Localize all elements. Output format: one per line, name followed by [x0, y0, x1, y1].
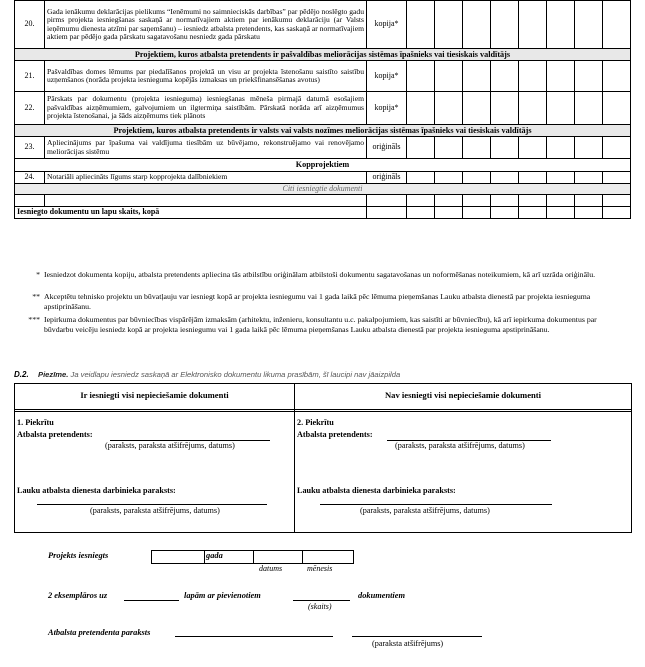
month-cell[interactable]	[302, 550, 354, 564]
table-row	[15, 207, 631, 219]
row-description: Gada ienākumu deklarācijas pielikums “Ienēmumi no saimnieciskās darbības” par pēdējo noslēgto gadu pirms projekta iesniegšanas saskaņā ar normatīvajiem aktiem par ienākumu deklarāciju (ar Valsts ieņēmumu dienesta atzīmi par saņemšanu) – iesniedz atbalsta pretendents, kas saskaņā ar normatīvajiem aktiem par pēdējo gada pārskatu sagatavošanu nesniedz gada pārskatu	[45, 1, 367, 49]
documents-count-line[interactable]	[293, 600, 350, 601]
footnote-mark: ***	[28, 315, 40, 324]
check-cell[interactable]	[491, 195, 519, 207]
check-cell[interactable]	[575, 1, 603, 49]
row-description: Pašvaldības domes lēmums par piedalīšanos projektā un visu ar projekta īstenošanu saistīto saistību uzņemšanos (norāda projekta iesnieguma kopējās izmaksas un priekšfinansēšanas avotus)	[45, 61, 367, 92]
check-cell[interactable]	[435, 92, 463, 125]
year-cell[interactable]	[151, 550, 205, 564]
blank-cell[interactable]	[367, 195, 407, 207]
row-number: 21.	[15, 61, 45, 92]
copies-label: 2 eksemplāros uz	[48, 591, 108, 600]
table-row	[15, 159, 631, 171]
right-official-label: Lauku atbalsta dienesta darbinieka paraksts:	[297, 486, 456, 495]
pages-count-line[interactable]	[124, 600, 179, 601]
table-row	[15, 61, 631, 92]
check-cell[interactable]	[519, 92, 547, 125]
gada-label: gada	[206, 551, 223, 560]
signature-decode-line[interactable]	[352, 636, 482, 637]
d2-note: Piezīme. Ja veidlapu iesniedz saskaņā ar Elektronisko dokumentu likuma prasībām, šī laucipi nav jāaizpilda	[38, 370, 401, 379]
footnote	[36, 270, 620, 280]
check-cell[interactable]	[435, 1, 463, 49]
check-cell[interactable]	[575, 195, 603, 207]
row-description: Apliecinājums par īpašuma vai valdījuma tiesībām uz būvējamo, rekonstruējamo vai renovējamo meliorācijas sistēmu	[45, 137, 367, 159]
check-cell[interactable]	[547, 61, 575, 92]
check-cell[interactable]	[603, 1, 631, 49]
footnote-mark: **	[32, 292, 40, 301]
footnote-mark: *	[36, 270, 40, 279]
left-official-label: Lauku atbalsta dienesta darbinieka paraksts:	[17, 486, 176, 495]
check-cell[interactable]	[491, 171, 519, 183]
table-row	[15, 195, 631, 207]
row-document-kind: oriģināls	[367, 137, 407, 159]
check-cell[interactable]	[603, 171, 631, 183]
table-row	[15, 183, 631, 195]
row-description: Notariāli apliecināts līgums starp kopprojekta dalībniekiem	[45, 171, 367, 183]
footnote	[28, 315, 620, 335]
check-cell[interactable]	[547, 92, 575, 125]
table-row	[15, 171, 631, 183]
pages-label: lapām ar pievienotiem	[184, 591, 261, 600]
skaits-label: (skaits)	[308, 602, 332, 611]
check-cell[interactable]	[463, 61, 491, 92]
row-description: Pārskats par dokumentu (projekta iesnieguma) iesniegšanas mēneša pirmajā datumā esošajiem pašvaldības aizņēmumiem, galvojumiem un ilgtermiņa saistībām. Pārskatā norāda arī aizņēmumus projekta īstenošanai, ja šāds aizņēmums tiek plānots	[45, 92, 367, 125]
row-number: 24.	[15, 171, 45, 183]
check-cell[interactable]	[519, 137, 547, 159]
left-applicant-label: Atbalsta pretendents:	[17, 430, 93, 439]
right-sig-hint: (paraksts, paraksta atšifrējums, datums)	[395, 441, 525, 450]
check-cell[interactable]	[519, 61, 547, 92]
total-count-cell[interactable]	[603, 207, 631, 219]
left-official-hint: (paraksts, paraksta atšifrējums, datums)	[90, 506, 220, 515]
table-row	[15, 49, 631, 61]
check-cell[interactable]	[407, 61, 435, 92]
footnote-text: Iepirkuma dokumentus par būvniecības vispārējām izmaksām (arhitektu, inženieru, konsultantu u.c. pakalpojumiem, kas saistīti ar būvniecību), kā arī iepirkuma dokumentus par būvdarbu veicēju iesniedz kopā ar projekta iesniegumu vai 1 gada laikā pēc lēmuma pieņemšanas Lauku atbalsta dienestā par projekta iesnieguma apstiprināšanu.	[44, 315, 597, 334]
total-count-cell[interactable]	[575, 207, 603, 219]
check-cell[interactable]	[603, 61, 631, 92]
check-cell[interactable]	[575, 137, 603, 159]
check-cell[interactable]	[491, 137, 519, 159]
footnote	[32, 292, 620, 312]
footnote-text: Akceptētu tehnisko projektu un būvatļauju var iesniegt kopā ar projekta iesniegumu vai 1 gada laikā pēc lēmuma pieņemšanas Lauku atbalsta dienestā par projekta iesnieguma apstiprināšanu.	[44, 292, 591, 311]
total-count-cell[interactable]	[519, 207, 547, 219]
left-official-line[interactable]	[37, 504, 267, 505]
total-kind-cell	[367, 207, 407, 219]
check-cell[interactable]	[435, 171, 463, 183]
check-cell[interactable]	[463, 1, 491, 49]
day-cell[interactable]	[253, 550, 303, 564]
check-cell[interactable]	[547, 195, 575, 207]
check-cell[interactable]	[603, 195, 631, 207]
section-header: Kopprojektiem	[15, 159, 631, 171]
check-cell[interactable]	[519, 1, 547, 49]
left-title: 1. Piekrītu	[17, 418, 54, 427]
check-cell[interactable]	[463, 92, 491, 125]
row-document-kind: kopija*	[367, 61, 407, 92]
section-d2-label: D.2.	[14, 370, 29, 379]
left-header: Ir iesniegti visi nepieciešamie dokumenti	[80, 390, 229, 400]
check-cell[interactable]	[463, 195, 491, 207]
total-label: Iesniegto dokumentu un lapu skaits, kopā	[15, 207, 367, 219]
footnote-text: Iesniedzot dokumenta kopiju, atbalsta pretendents apliecina tās atbilstību oriģinālam atbilstoši dokumentu sagatavošanas un noformēšanas noteikumiem, kā arī uzrāda oriģinālu.	[44, 270, 596, 279]
row-document-kind: kopija*	[367, 92, 407, 125]
section-header: Projektiem, kuros atbalsta pretendents ir valsts vai valsts nozīmes meliorācijas sistēmas īpašnieks vai tiesiskais valdītājs	[15, 125, 631, 137]
right-header: Nav iesniegti visi nepieciešamie dokumenti	[384, 390, 542, 400]
table-row	[15, 125, 631, 137]
check-cell[interactable]	[407, 171, 435, 183]
menesis-label: mēnesis	[307, 564, 333, 573]
right-official-hint: (paraksts, paraksta atšifrējums, datums)	[360, 506, 490, 515]
total-count-cell[interactable]	[407, 207, 435, 219]
signature-hint: (paraksta atšifrējums)	[372, 639, 444, 648]
left-sig-hint: (paraksts, paraksta atšifrējums, datums)	[105, 441, 235, 450]
check-cell[interactable]	[407, 195, 435, 207]
row-number: 22.	[15, 92, 45, 125]
right-title: 2. Piekrītu	[297, 418, 334, 427]
row-number: 23.	[15, 137, 45, 159]
check-cell[interactable]	[547, 1, 575, 49]
check-cell[interactable]	[603, 92, 631, 125]
row-number: 20.	[15, 1, 45, 49]
check-cell[interactable]	[519, 195, 547, 207]
check-cell[interactable]	[435, 61, 463, 92]
check-cell[interactable]	[491, 61, 519, 92]
check-cell[interactable]	[463, 171, 491, 183]
check-cell[interactable]	[575, 92, 603, 125]
check-cell[interactable]	[519, 171, 547, 183]
check-cell[interactable]	[463, 137, 491, 159]
table-row	[15, 137, 631, 159]
submitted-label: Projekts iesniegts	[48, 551, 109, 560]
other-documents-header: Citi iesniegtie dokumenti	[15, 183, 631, 195]
check-cell[interactable]	[575, 61, 603, 92]
check-cell[interactable]	[435, 137, 463, 159]
total-count-cell[interactable]	[547, 207, 575, 219]
check-cell[interactable]	[603, 137, 631, 159]
datums-label: datums	[259, 564, 283, 573]
total-count-cell[interactable]	[435, 207, 463, 219]
right-applicant-label: Atbalsta pretendents:	[297, 430, 373, 439]
documents-label: dokumentiem	[358, 591, 405, 600]
signature-line[interactable]	[175, 636, 333, 637]
check-cell[interactable]	[575, 171, 603, 183]
table-row	[15, 1, 631, 49]
signature-label: Atbalsta pretendenta paraksts	[48, 628, 151, 637]
approval-box	[14, 383, 632, 533]
row-document-kind: oriģināls	[367, 171, 407, 183]
check-cell[interactable]	[547, 171, 575, 183]
check-cell[interactable]	[491, 1, 519, 49]
total-count-cell[interactable]	[491, 207, 519, 219]
row-document-kind: kopija*	[367, 1, 407, 49]
table-row	[15, 92, 631, 125]
section-header: Projektiem, kuros atbalsta pretendents ir pašvaldības meliorācijas sistēmas īpašnieks vai tiesiskais valdītājs	[15, 49, 631, 61]
check-cell[interactable]	[407, 137, 435, 159]
documents-table	[14, 0, 631, 219]
right-official-line[interactable]	[320, 504, 552, 505]
check-cell[interactable]	[435, 195, 463, 207]
check-cell[interactable]	[547, 137, 575, 159]
check-cell[interactable]	[407, 1, 435, 49]
total-count-cell[interactable]	[463, 207, 491, 219]
check-cell[interactable]	[491, 92, 519, 125]
blank-cell[interactable]	[15, 195, 45, 207]
check-cell[interactable]	[407, 92, 435, 125]
blank-cell[interactable]	[45, 195, 367, 207]
